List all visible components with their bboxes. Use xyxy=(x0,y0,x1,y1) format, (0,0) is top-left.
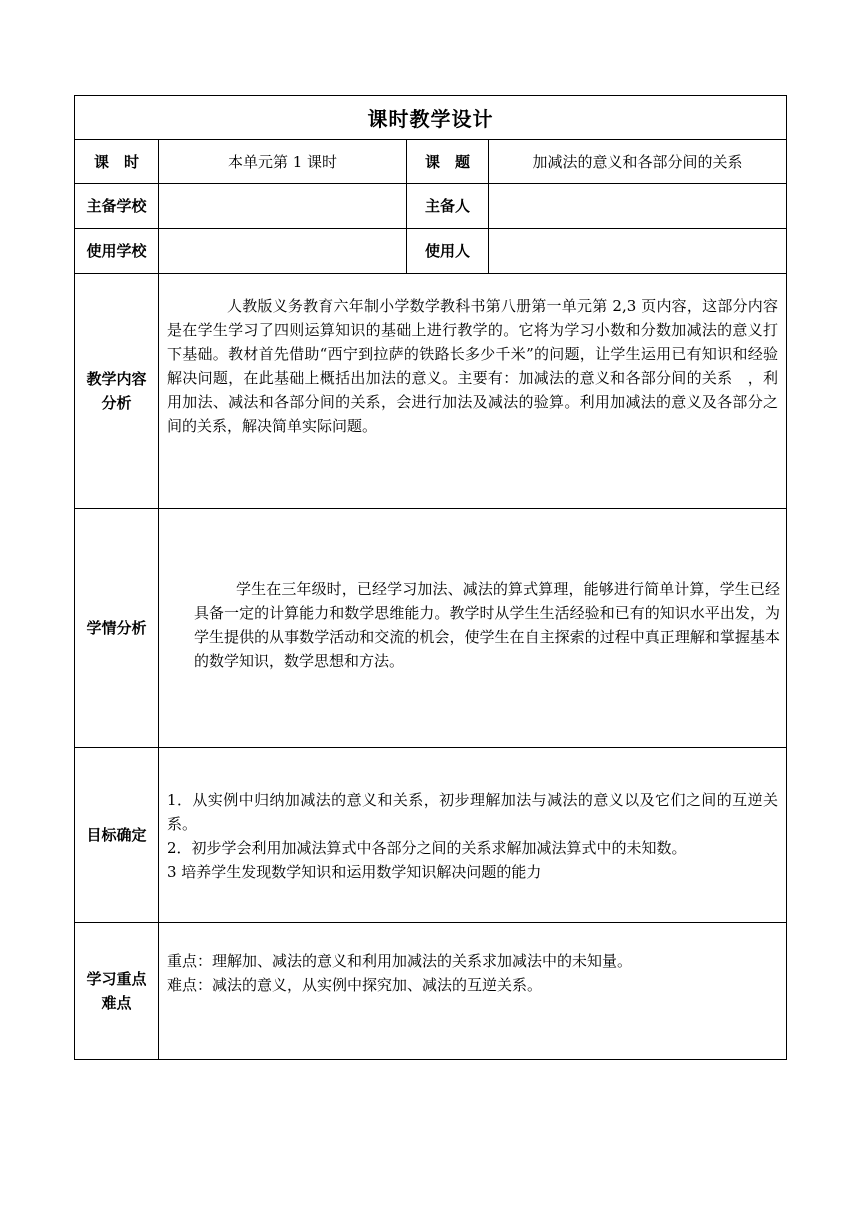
main-preparer-label: 主备人 xyxy=(407,184,489,229)
main-preparer-value xyxy=(489,184,787,229)
main-school-label: 主备学校 xyxy=(75,184,159,229)
document-title: 课时教学设计 xyxy=(75,96,787,140)
lesson-period-label: 课 时 xyxy=(75,140,159,184)
student-analysis-cell xyxy=(159,509,787,748)
key-points-label xyxy=(75,923,159,1060)
objective-item-1: 1．从实例中归纳加减法的意义和关系，初步理解加法与减法的意义以及它们之间的互逆关系。 xyxy=(167,791,778,833)
main-school-value xyxy=(159,184,407,229)
objective-item-2: 2．初步学会利用加减法算式中各部分之间的关系求解加减法算式中的未知数。 xyxy=(167,839,687,857)
key-points-label-line1: 学习重点 xyxy=(86,970,147,988)
key-point-text: 重点：理解加、减法的意义和利用加减法的关系求加减法中的未知量。 xyxy=(167,952,633,970)
using-school-value xyxy=(159,229,407,274)
using-school-label: 使用学校 xyxy=(75,229,159,274)
difficult-point-text: 难点：减法的意义，从实例中探究加、减法的互逆关系。 xyxy=(167,976,543,994)
objectives-list xyxy=(159,788,786,884)
content-analysis-label-line1: 教学内容 xyxy=(86,370,147,388)
key-points-text xyxy=(159,923,786,997)
lesson-topic-value: 加减法的意义和各部分间的关系 xyxy=(489,140,787,184)
objectives-cell xyxy=(159,748,787,923)
student-analysis-label: 学情分析 xyxy=(75,509,159,748)
user-label: 使用人 xyxy=(407,229,489,274)
lesson-topic-label: 课 题 xyxy=(407,140,489,184)
content-analysis-label-line2: 分析 xyxy=(101,394,132,412)
user-value xyxy=(489,229,787,274)
content-analysis-cell xyxy=(159,274,787,509)
content-analysis-label xyxy=(75,274,159,509)
objective-item-3: 3 培养学生发现数学知识和运用数学知识解决问题的能力 xyxy=(167,863,542,881)
student-analysis-text: 学生在三年级时，已经学习加法、减法的算式算理，能够进行简单计算，学生已经具备一定的计算能力和数学思维能力。教学时从学生生活经验和已有的知识水平出发，为学生提供的从事数学活动和交流的机会，使学生在自主探索的过程中真正理解和掌握基本的数学知识，数学思想和方法。 xyxy=(194,580,780,670)
key-points-label-line2: 难点 xyxy=(101,994,132,1012)
content-analysis-text: 人教版义务教育六年制小学数学教科书第八册第一单元第 2,3 页内容，这部分内容是在学生学习了四则运算知识的基础上进行教学的。它将为学习小数和分数加减法的意义打下基础。教材首先借助“西宁到拉萨的铁路长多少千米”的问题，让学生运用已有知识和经验解决问题，在此基础上概括出加法的意义。主要有：加减法的意义和各部分间的关系 ，利用加法、减法和各部分间的关系，会进行加法及减法的验算。利用加减法的意义及各部分之间的关系，解决简单实际问题。 xyxy=(167,297,778,435)
lesson-period-value: 本单元第 1 课时 xyxy=(159,140,407,184)
lesson-design-table xyxy=(74,95,787,1060)
objectives-label: 目标确定 xyxy=(75,748,159,923)
key-points-cell xyxy=(159,923,787,1060)
